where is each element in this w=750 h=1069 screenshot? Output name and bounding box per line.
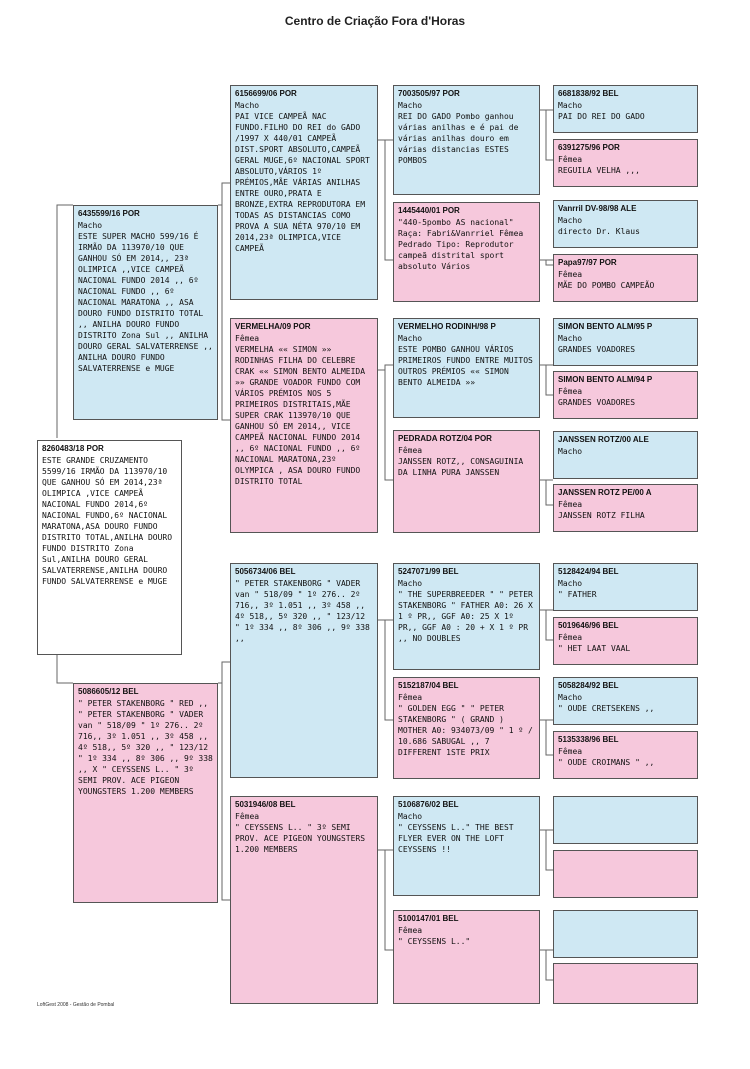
description: PAI DO REI DO GADO — [558, 112, 645, 121]
sex: Macho — [398, 812, 423, 821]
description: GRANDES VOADORES — [558, 398, 636, 407]
pedigree-gen3-4 — [393, 430, 540, 533]
sex: Macho — [558, 579, 583, 588]
ring-number: SIMON BENTO ALM/95 P — [558, 322, 653, 331]
pedigree-gen4-12 — [553, 731, 698, 779]
pedigree-gen3-3 — [393, 318, 540, 418]
ring-number: Papa97/97 POR — [558, 258, 617, 267]
description: " PETER STAKENBORG " RED ,, " PETER STAKENBORG " VADER van " 518/09 " 1º 276.. 2º 716,, 3º 1.051 ,, 3º 458 ,, 4º 518,, 5º 320 ,, " 123/12 " 1º 334 ,, 8º 306 ,, 9º 338 ,, X " CEYSSENS L.. " 3º SEMI PROV. ACE PIGEON YOUNGSTERS 1.200 MEMBERS — [78, 699, 213, 796]
pedigree-gen4-7 — [553, 431, 698, 479]
sex: Macho — [558, 101, 583, 110]
ring-number: 7003505/97 POR — [398, 89, 460, 98]
page-title: Centro de Criação Fora d'Horas — [284, 14, 466, 28]
pedigree-gen4-8 — [553, 484, 698, 532]
description: " OUDE CRETSEKENS ,, — [558, 704, 655, 713]
sex: Macho — [558, 334, 583, 343]
ring-number: 5128424/94 BEL — [558, 567, 619, 576]
sex: Macho — [558, 216, 583, 225]
ring-number: JANSSEN ROTZ/00 ALE — [558, 435, 649, 444]
description: PAI VICE CAMPEÃ NAC FUNDO.FILHO DO REI do GADO /1997 X 440/01 CAMPEÃ DIST.SPORT ABSOLUTO,CAMPEÃ GERAL MUGE,6º NACIONAL SPORT ABSOLUTO,VÁRIOS 1º PRÉMIOS,MÃE VÁRIAS ANILHAS ENTRE OURO,PRATA E BRONZE,EXTRA REPRODUTORA EM TODAS AS DISTANCIAS COMO PROVA A SUA NÉTA 970/10 EM 2014,23ª OLIMPICA,VICE CAMPEÃ — [235, 112, 370, 253]
description: " THE SUPERBREEDER " " PETER STAKENBORG " FATHER A0: 26 X 1 º PR,, GGF A0: 25 X 1º PR,, GGF A0 : 20 + X 1 º PR ,, NO DOUBLES — [398, 590, 533, 643]
pedigree-gen3-8 — [393, 910, 540, 1004]
sex: Fêmea — [398, 693, 423, 702]
pedigree-gen2-dam-dam — [230, 796, 378, 1004]
pedigree-gen4-1 — [553, 85, 698, 133]
pedigree-gen4-10 — [553, 617, 698, 665]
ring-number: 6156699/06 POR — [235, 89, 297, 98]
pedigree-gen4-15 — [553, 910, 698, 958]
description: " OUDE CROIMANS " ,, — [558, 758, 655, 767]
pedigree-gen4-4 — [553, 254, 698, 302]
ring-number: 1445440/01 POR — [398, 206, 460, 215]
ring-number: VERMELHO RODINH/98 P — [398, 322, 496, 331]
ring-number: 5058284/92 BEL — [558, 681, 619, 690]
description: " CEYSSENS L.. " 3º SEMI PROV. ACE PIGEON YOUNGSTERS 1.200 MEMBERS — [235, 823, 366, 854]
ring-number: 5247071/99 BEL — [398, 567, 459, 576]
sex: Fêmea — [398, 926, 423, 935]
sex: Fêmea — [558, 500, 583, 509]
description: ESTE POMBO GANHOU VÁRIOS PRIMEIROS FUNDO ENTRE MUITOS OUTROS PRÉMIOS «« SIMON BENTO ALMEIDA »» — [398, 345, 533, 387]
sex: Fêmea — [558, 270, 583, 279]
description: " HET LAAT VAAL — [558, 644, 631, 653]
pedigree-gen2-dam-sire — [230, 563, 378, 778]
description: " CEYSSENS L.." — [398, 937, 471, 946]
ring-number: 5100147/01 BEL — [398, 914, 459, 923]
pedigree-gen4-5 — [553, 318, 698, 366]
pedigree-gen2-sire-dam — [230, 318, 378, 533]
sex: Fêmea — [235, 812, 260, 821]
pedigree-gen4-9 — [553, 563, 698, 611]
sex: Fêmea — [235, 334, 260, 343]
description: " PETER STAKENBORG " VADER van " 518/09 " 1º 276.. 2º 716,, 3º 1.051 ,, 3º 458 ,, 4º 518,, 5º 320 ,, " 123/12 " 1º 334 ,, 8º 306 ,, 9º 338 ,, — [235, 579, 370, 643]
sex: Macho — [558, 447, 583, 456]
sex: Fêmea — [558, 633, 583, 642]
ring-number: 5135338/96 BEL — [558, 735, 619, 744]
ring-number: 5086605/12 BEL — [78, 687, 139, 696]
ring-number: 5106876/02 BEL — [398, 800, 459, 809]
description: " FATHER — [558, 590, 597, 599]
sex: Macho — [398, 101, 423, 110]
sex: Macho — [558, 693, 583, 702]
description: ESTE GRANDE CRUZAMENTO 5599/16 IRMÃO DA 113970/10 QUE GANHOU SÓ EM 2014,23ª OLIMPICA ,VICE CAMPEÃ NACIONAL FUNDO 2014,6º NACIONAL FUNDO,6º NACIONAL MARATONA,ASA DOURO FUNDO DISTRITO TOTAL,ANILHA DOURO FUNDO DISTRITO Zona Sul,ANILHA DOURO GERAL SALVATERRENSE,ANILHA DOURO FUNDO SALVATERRENSE e MUGE — [42, 456, 173, 586]
ring-number: VERMELHA/09 POR — [235, 322, 311, 331]
description: " GOLDEN EGG " " PETER STAKENBORG " ( GRAND ) MOTHER A0: 934073/09 " 1 º / 10.686 SABUGAL ,, 7 DIFFERENT 1STE PRIX — [398, 704, 533, 757]
description: VERMELHA «« SIMON »» RODINHAS FILHA DO CELEBRE CRAK «« SIMON BENTO ALMEIDA »» GRANDE VOADOR FUNDO COM VÁRIOS PRÉMIOS NOS 5 PRIMEIROS DISTRITAIS,MÃE SUPER CRAK 113970/10 QUE GANHOU SÓ EM 2014,, VICE CAMPEÃ NACIONAL FUNDO 2014 ,, 6º NACIONAL FUNDO ,, 6º NACIONAL MARATONA,23º OLYMPICA , ASA DOURO FUNDO DISTRITO TOTAL — [235, 345, 366, 486]
description: REGUILA VELHA ,,, — [558, 166, 640, 175]
pedigree-gen4-2 — [553, 139, 698, 187]
ring-number: Vanrril DV-98/98 ALE — [558, 204, 637, 213]
description: " CEYSSENS L.." THE BEST FLYER EVER ON THE LOFT CEYSSENS !! — [398, 823, 514, 854]
description: MÃE DO POMBO CAMPEÃO — [558, 281, 655, 290]
ring-number: SIMON BENTO ALM/94 P — [558, 375, 653, 384]
description: JANSSEN ROTZ,, CONSAGUINIA DA LINHA PURA JANSSEN — [398, 457, 524, 477]
ring-number: 5031946/08 BEL — [235, 800, 296, 809]
pedigree-gen4-11 — [553, 677, 698, 725]
description: REI DO GADO Pombo ganhou várias anilhas e é pai de várias anilhas douro em várias distancias ESTES POMBOS — [398, 112, 519, 165]
pedigree-gen4-6 — [553, 371, 698, 419]
pedigree-gen3-6 — [393, 677, 540, 779]
pedigree-gen3-7 — [393, 796, 540, 896]
ring-number: 5152187/04 BEL — [398, 681, 459, 690]
ring-number: 5019646/96 BEL — [558, 621, 619, 630]
description: GRANDES VOADORES — [558, 345, 636, 354]
pedigree-dam — [73, 683, 218, 903]
pedigree-gen3-1 — [393, 85, 540, 195]
sex: Fêmea — [558, 387, 583, 396]
sex: Fêmea — [558, 747, 583, 756]
description: directo Dr. Klaus — [558, 227, 640, 236]
pedigree-sire — [73, 205, 218, 420]
pedigree-gen4-16 — [553, 963, 698, 1004]
pedigree-subject — [37, 440, 182, 655]
description: ESTE SUPER MACHO 599/16 É IRMÃO DA 113970/10 QUE GANHOU SÓ EM 2014,, 23ª OLIMPICA ,,VICE CAMPEÃ NACIONAL FUNDO 2014 ,, 6º NACIONAL FUNDO ,, 6º NACIONAL MARATONA ,, ASA DOURO FUNDO DISTRITO TOTAL ,, ANILHA DOURO FUNDO DISTRITO Zona Sul ,, ANILHA DOURO GERAL SALVATERRENSE ,, ANILHA DOURO FUNDO SALVATERRENSE e MUGE — [78, 232, 213, 373]
pedigree-gen4-3 — [553, 200, 698, 248]
sex: Macho — [78, 221, 103, 230]
ring-number: 6435599/16 POR — [78, 209, 140, 218]
sex: Macho — [235, 101, 260, 110]
description: JANSSEN ROTZ FILHA — [558, 511, 645, 520]
ring-number: 5056734/06 BEL — [235, 567, 296, 576]
ring-number: 6391275/96 POR — [558, 143, 620, 152]
ring-number: 8260483/18 POR — [42, 444, 104, 453]
ring-number: 6681838/92 BEL — [558, 89, 619, 98]
ring-number: JANSSEN ROTZ PE/00 A — [558, 488, 652, 497]
pedigree-gen4-14 — [553, 850, 698, 898]
sex: Fêmea — [398, 446, 423, 455]
pedigree-gen3-5 — [393, 563, 540, 670]
sex: Macho — [398, 334, 423, 343]
ring-number: PEDRADA ROTZ/04 POR — [398, 434, 492, 443]
sex: Macho — [398, 579, 423, 588]
pedigree-gen4-13 — [553, 796, 698, 844]
pedigree-gen3-2 — [393, 202, 540, 302]
description: "440-5pombo AS nacional" Raça: Fabri&Vanrriel Fêmea Pedrado Tipo: Reprodutor campeã distrital sport absoluto Vários — [398, 218, 524, 271]
footer-credit: LoftGest 2008 - Gestão de Pombal — [37, 1002, 115, 1008]
sex: Fêmea — [558, 155, 583, 164]
pedigree-gen2-sire-sire — [230, 85, 378, 300]
